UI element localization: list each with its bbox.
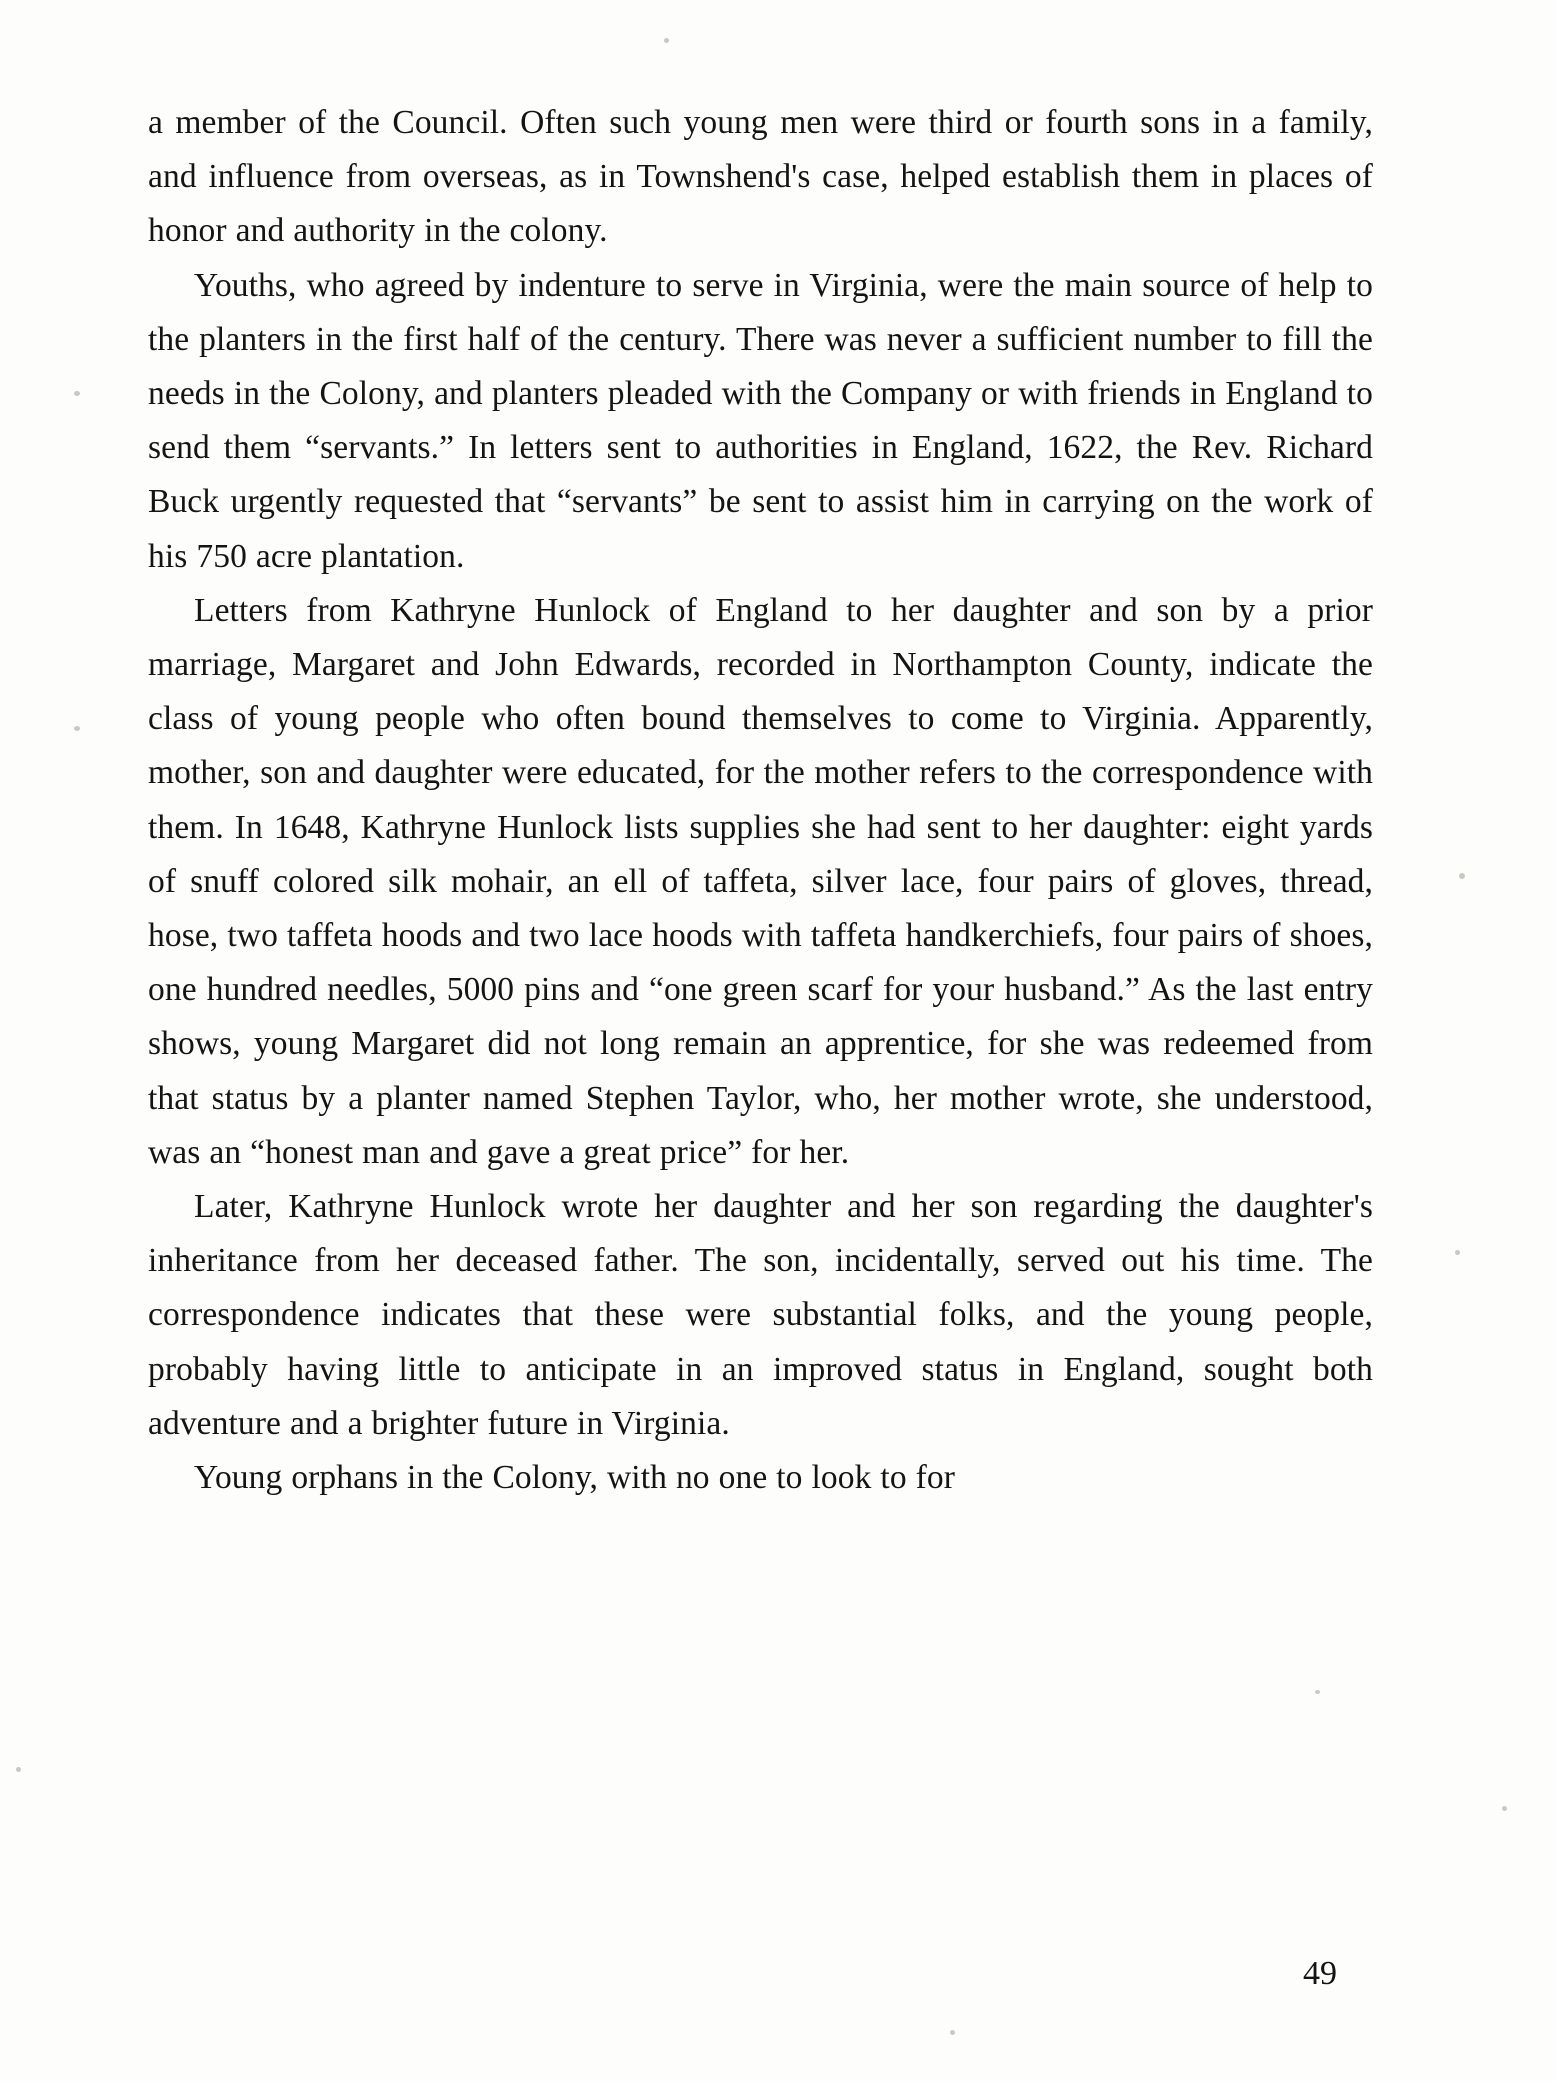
page-number: 49 [1303, 1955, 1337, 1992]
paragraph-5: Young orphans in the Colony, with no one to look to for [194, 1459, 956, 1497]
scan-speck [1459, 873, 1465, 879]
scan-speck [950, 2030, 955, 2035]
scan-speck [664, 38, 669, 43]
paragraph-4: Later, Kathryne Hunlock wrote her daughter and her son regarding the daughter's inheritance from her deceased father. The son, incidentally, served out his time. The correspondence indicates that these were substantial folks, and the young people, probably having little to anticipate in an improved status in England, sought both adventure and a brighter future in Virginia. [148, 1188, 1373, 1442]
scan-speck [1502, 1806, 1507, 1811]
paragraph-1: a member of the Council. Often such young men were third or fourth sons in a family, and influence from overseas, as in Townshend's case, helped establish them in places of honor and authority in the colony. [148, 104, 1373, 250]
scan-speck [1315, 1690, 1320, 1694]
scan-speck [74, 726, 80, 731]
body-text [148, 96, 1373, 1505]
scan-speck [16, 1767, 21, 1772]
paragraph-2: Youths, who agreed by indenture to serve in Virginia, were the main source of help to the planters in the first half of the century. There was never a sufficient number to fill the needs in the Colony, and planters pleaded with the Company or with friends in England to send them “servants.” In letters sent to authorities in England, 1622, the Rev. Richard Buck urgently requested that “servants” be sent to assist him in carrying on the work of his 750 acre plantation. [148, 266, 1373, 575]
scan-speck [74, 391, 80, 396]
paragraph-3: Letters from Kathryne Hunlock of England to her daughter and son by a prior marriage, Margaret and John Edwards, recorded in Northampton County, indicate the class of young people who often bound themselves to come to Virginia. Apparently, mother, son and daughter were educated, for the mother refers to the correspondence with them. In 1648, Kathryne Hunlock lists supplies she had sent to her daughter: eight yards of snuff colored silk mohair, an ell of taffeta, silver lace, four pairs of gloves, thread, hose, two taffeta hoods and two lace hoods with taffeta handkerchiefs, four pairs of shoes, one hundred needles, 5000 pins and “one green scarf for your husband.” As the last entry shows, young Margaret did not long remain an apprentice, for she was redeemed from that status by a planter named Stephen Taylor, who, her mother wrote, she understood, was an “honest man and gave a great price” for her. [148, 591, 1373, 1171]
scan-speck [1455, 1250, 1460, 1255]
